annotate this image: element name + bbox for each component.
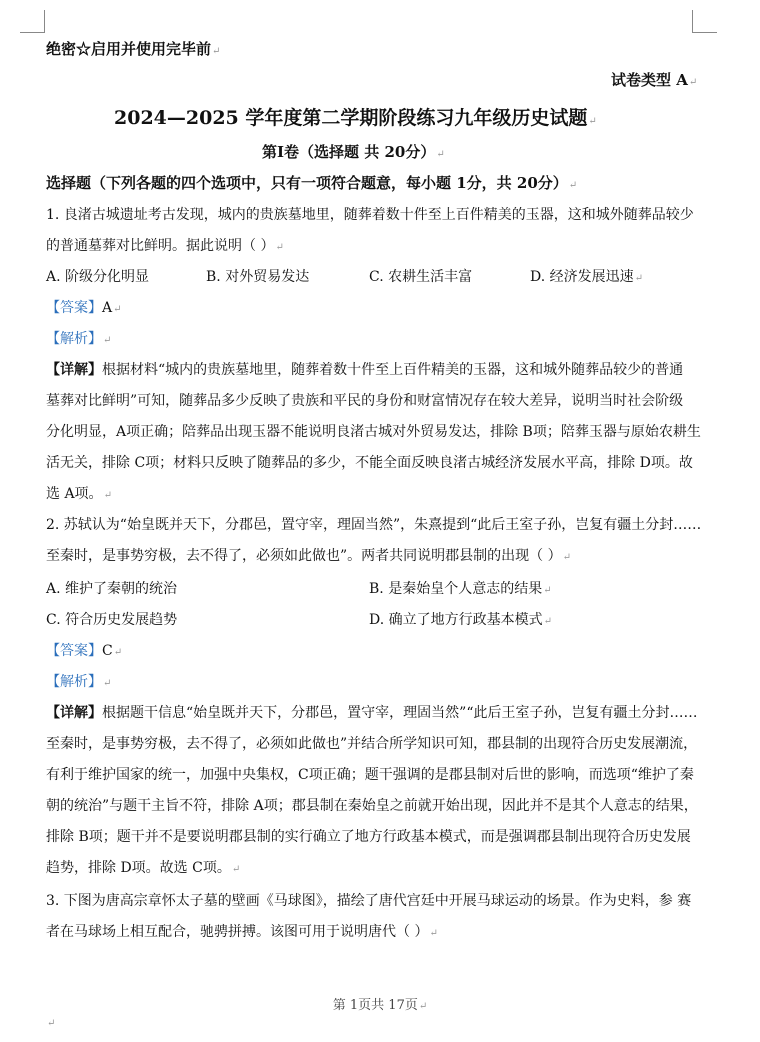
- secret-label: 绝密☆启用并使用完毕前↵: [46, 40, 221, 58]
- q1-option-b: B. 对外贸易发达: [206, 269, 310, 285]
- q1-detail-line: 活无关，排除 C项；材料只反映了随葬品的多少，不能全面反映良渚古城经济发展水平高，排除 D项。故: [46, 455, 693, 471]
- q2-detail-line: 排除 B项；题干并不是要说明郡县制的实行确立了地方行政基本模式，而是强调郡县制出现符合历史发展: [46, 829, 691, 845]
- q1-stem-line: 的普通墓葬对比鲜明。据此说明（ ）↵: [46, 238, 284, 254]
- q2-option-b: B. 是秦始皇个人意志的结果↵: [369, 581, 552, 597]
- q1-answer: 【答案】A↵: [46, 300, 122, 316]
- q2-stem-line: 2. 苏轼认为“始皇既并天下，分郡邑，置守宰，理固当然”，朱熹提到“此后王室子孙，岂复有疆土分封……: [46, 517, 702, 533]
- q1-option-c: C. 农耕生活丰富: [369, 269, 473, 285]
- q2-option-a: A. 维护了秦朝的统治: [46, 581, 178, 597]
- q2-detail-line: 朝的统治”与题干主旨不符，排除 A项；郡县制在秦始皇之前就开始出现，因此并不是其个人意志的结果，: [46, 798, 698, 814]
- q1-option-a: A. 阶级分化明显: [46, 269, 150, 285]
- q3-stem-line: 3. 下图为唐高宗章怀太子墓的壁画《马球图》，描绘了唐代宫廷中开展马球运动的场景。作为史料，参 赛: [46, 893, 692, 909]
- q2-analysis-label: 【解析】↵: [46, 674, 112, 690]
- section-title: 第Ⅰ卷（选择题 共 20分）↵: [262, 143, 445, 161]
- exam-title: 2024—2025 学年度第二学期阶段练习九年级历史试题↵: [114, 107, 597, 129]
- trailing-paragraph-mark: ↵: [47, 1018, 56, 1029]
- q2-detail-line: 【详解】根据题干信息“始皇既并天下，分郡邑，置守宰，理固当然”“此后王室子孙，岂复有疆土分封……: [46, 705, 698, 721]
- crop-mark-top-right: [692, 10, 717, 33]
- crop-mark-top-left: [20, 10, 45, 33]
- q2-detail-line: 至秦时，是事势穷极，去不得了，必须如此做也”并结合所学知识可知，郡县制的出现符合历史发展潮流，: [46, 736, 698, 752]
- page-footer: 第 1页共 17页↵: [332, 998, 428, 1013]
- q1-detail-line: 分化明显，A项正确；陪葬品出现玉器不能说明良渚古城对外贸易发达，排除 B项；陪葬玉器与原始农耕生: [46, 424, 701, 440]
- q1-detail-line: 墓葬对比鲜明”可知，随葬品多少反映了贵族和平民的身份和财富情况存在较大差异，说明当时社会阶级: [46, 393, 684, 409]
- q2-stem-line: 至秦时，是事势穷极，去不得了，必须如此做也”。两者共同说明郡县制的出现（ ）↵: [46, 548, 571, 564]
- q1-option-d: D. 经济发展迅速↵: [530, 269, 644, 285]
- q2-detail-line: 趋势，排除 D项。故选 C项。↵: [46, 860, 241, 876]
- q2-detail-line: 有利于维护国家的统一，加强中央集权，C项正确；题干强调的是郡县制对后世的影响，而选项“维护了秦: [46, 767, 694, 783]
- q1-analysis-label: 【解析】↵: [46, 331, 112, 347]
- q2-option-d: D. 确立了地方行政基本模式↵: [369, 612, 553, 628]
- q1-detail-line: 选 A项。↵: [46, 486, 112, 502]
- instructions: 选择题（下列各题的四个选项中，只有一项符合题意，每小题 1分，共 20分）↵: [46, 174, 578, 192]
- q1-detail-line: 【详解】根据材料“城内的贵族墓地里，随葬着数十件至上百件精美的玉器，这和城外随葬品较少的普通: [46, 362, 684, 378]
- q3-stem-line: 者在马球场上相互配合，驰骋拼搏。该图可用于说明唐代（ ）↵: [46, 924, 438, 940]
- q2-option-c: C. 符合历史发展趋势: [46, 612, 178, 628]
- q1-stem-line: 1. 良渚古城遗址考古发现，城内的贵族墓地里，随葬着数十件至上百件精美的玉器，这和城外随葬品较少: [46, 207, 694, 223]
- q2-answer: 【答案】C↵: [46, 643, 123, 659]
- paper-type: 试卷类型 A↵: [611, 71, 698, 89]
